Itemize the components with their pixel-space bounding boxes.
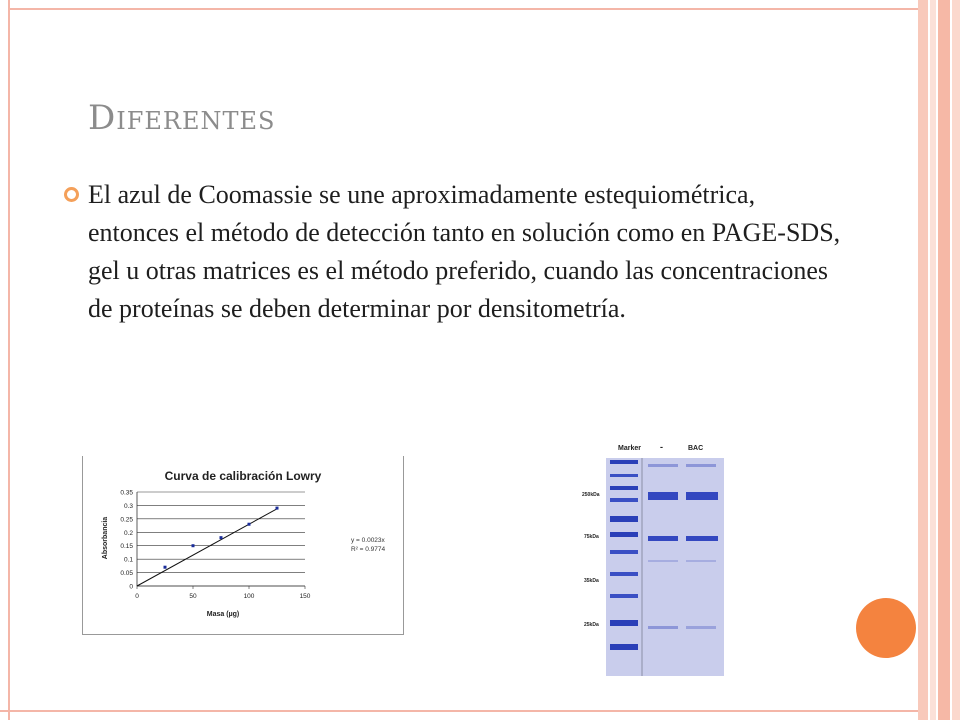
gel-label-bac: BAC: [688, 445, 704, 452]
calibration-chart: [82, 456, 404, 635]
gel-label-dash: -: [660, 442, 663, 452]
chart-xtick-label: 100: [243, 593, 255, 600]
chart-ytick-label: 0.05: [120, 570, 133, 578]
chart-xtick-label: 50: [189, 593, 197, 600]
bullet-paragraph: El azul de Coomassie se une aproximadamente estequiométrica, entonces el método de detección tanto en solución como en PAGE-SDS, gel u otras matrices es el método preferido, cuando las concentraciones de proteínas se deben determinar por densitometría.: [88, 180, 841, 323]
slide-frame-left: [0, 0, 10, 720]
chart-ytick-label: 0.25: [120, 516, 133, 524]
chart-ylabel: Absorbancia: [102, 516, 109, 560]
chart-xtick-label: 0: [135, 593, 139, 600]
chart-ytick-label: 0.15: [120, 543, 133, 551]
bullet-icon: [64, 187, 79, 202]
chart-ytick-label: 0: [129, 583, 133, 591]
gel-label-250: 250kDa: [582, 492, 600, 498]
chart-xlabel: Masa (µg): [206, 611, 240, 618]
gel-svg: [582, 440, 728, 676]
chart-ytick-label: 0.2: [123, 529, 133, 537]
chart-ytick-label: 0.3: [123, 502, 133, 510]
slide-title: Diferentes: [88, 98, 276, 138]
chart-annotation: y = 0.0023x: [351, 537, 385, 544]
gel-label-25: 25kDa: [584, 622, 599, 628]
chart-data-point: [220, 536, 223, 539]
gel-label-marker: Marker: [618, 445, 641, 452]
gel-label-75: 75kDa: [584, 534, 599, 540]
chart-svg: [83, 456, 403, 634]
chart-annotation: R² = 0.9774: [351, 546, 386, 553]
slide-frame-bottom: [0, 710, 922, 712]
accent-circle: [856, 598, 916, 658]
chart-title: Curva de calibración Lowry: [164, 469, 322, 483]
chart-ytick-label: 0.35: [120, 489, 133, 497]
chart-data-point: [276, 507, 279, 510]
chart-data-point: [164, 566, 167, 569]
gel-image: [582, 440, 728, 676]
chart-xtick-label: 150: [299, 593, 311, 600]
chart-trendline: [137, 509, 277, 586]
chart-data-point: [192, 544, 195, 547]
slide-frame-top: [0, 0, 922, 10]
gel-label-35: 35kDa: [584, 578, 599, 584]
chart-ytick-label: 0.1: [123, 556, 133, 564]
slide-right-border: [918, 0, 960, 720]
chart-data-point: [248, 523, 251, 526]
gel-background: [606, 458, 724, 676]
